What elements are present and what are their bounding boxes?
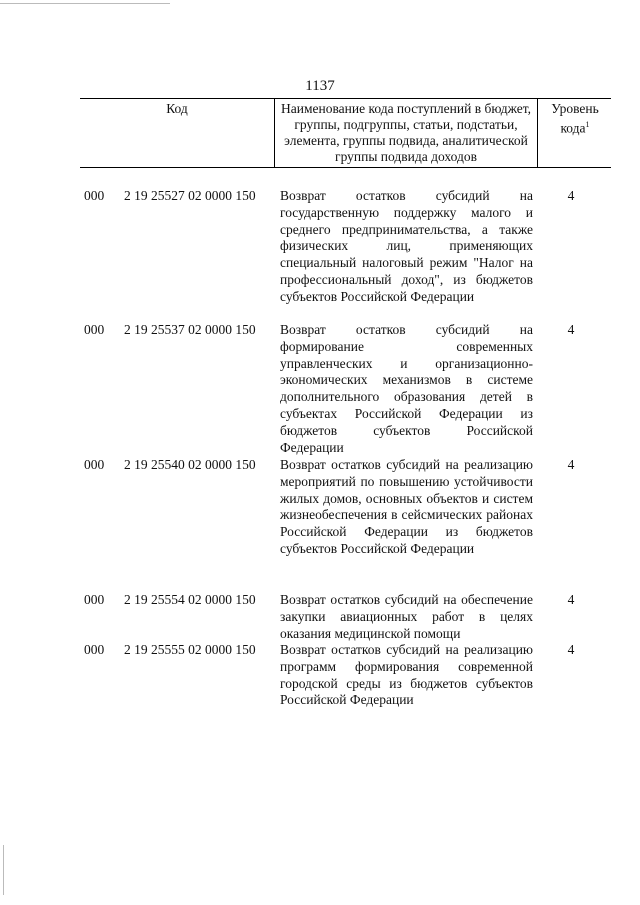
row-revenue-code: 2 19 25555 02 0000 150 xyxy=(124,642,256,657)
table-header-bottom-rule xyxy=(80,167,611,168)
table-top-rule xyxy=(80,98,611,99)
header-code: Код xyxy=(166,101,188,116)
row-revenue-code: 2 19 25554 02 0000 150 xyxy=(124,592,256,607)
row-name: Возврат остатков субсидий на обеспечение закупки авиационных работ в целях оказания медицинской помощи xyxy=(280,592,533,641)
row-name: Возврат остатков субсидий на государственную поддержку малого и среднего предпринимательства, а также физических лиц, применяющих специальный налоговый режим "Налог на профессиональный доход", из бюджетов субъектов Российской Федерации xyxy=(280,188,533,304)
page-number: 1137 xyxy=(305,78,335,94)
row-level: 4 xyxy=(567,457,575,472)
row-revenue-code: 2 19 25540 02 0000 150 xyxy=(124,457,256,472)
row-name: Возврат остатков субсидий на формирование современных управленческих и организационно-экономических механизмов в системе дополнительного образования детей в субъектах Российской Федерации из бюджетов субъектов Российской Федерации xyxy=(280,322,533,455)
row-admin-code: 000 xyxy=(84,642,105,657)
row-level: 4 xyxy=(567,642,575,657)
row-level: 4 xyxy=(567,592,575,607)
header-level-footnote: 1 xyxy=(585,120,590,129)
scan-artifact-left xyxy=(3,845,4,895)
header-level xyxy=(539,101,611,137)
row-revenue-code: 2 19 25537 02 0000 150 xyxy=(124,322,256,337)
scan-artifact-top xyxy=(0,3,170,4)
row-admin-code: 000 xyxy=(84,322,105,337)
row-revenue-code: 2 19 25527 02 0000 150 xyxy=(124,188,256,203)
header-name: Наименование кода поступлений в бюджет, группы, подгруппы, статьи, подстатьи, элемента, группы подвида, аналитической группы подвида доходов xyxy=(280,101,531,164)
row-admin-code: 000 xyxy=(84,457,105,472)
row-name: Возврат остатков субсидий на реализацию программ формирования современной городской среды из бюджетов субъектов Российской Федерации xyxy=(280,642,533,708)
row-level: 4 xyxy=(567,188,575,203)
row-admin-code: 000 xyxy=(84,592,105,607)
header-level-label: Уровень кода xyxy=(551,101,599,136)
row-level: 4 xyxy=(567,322,575,337)
row-admin-code: 000 xyxy=(84,188,105,203)
header-divider-1 xyxy=(274,99,275,167)
row-name: Возврат остатков субсидий на реализацию мероприятий по повышению устойчивости жилых домов, основных объектов и систем жизнеобеспечения в сейсмических районах Российской Федерации из бюджетов субъектов Российской Федерации xyxy=(280,457,533,556)
header-divider-2 xyxy=(537,99,538,167)
